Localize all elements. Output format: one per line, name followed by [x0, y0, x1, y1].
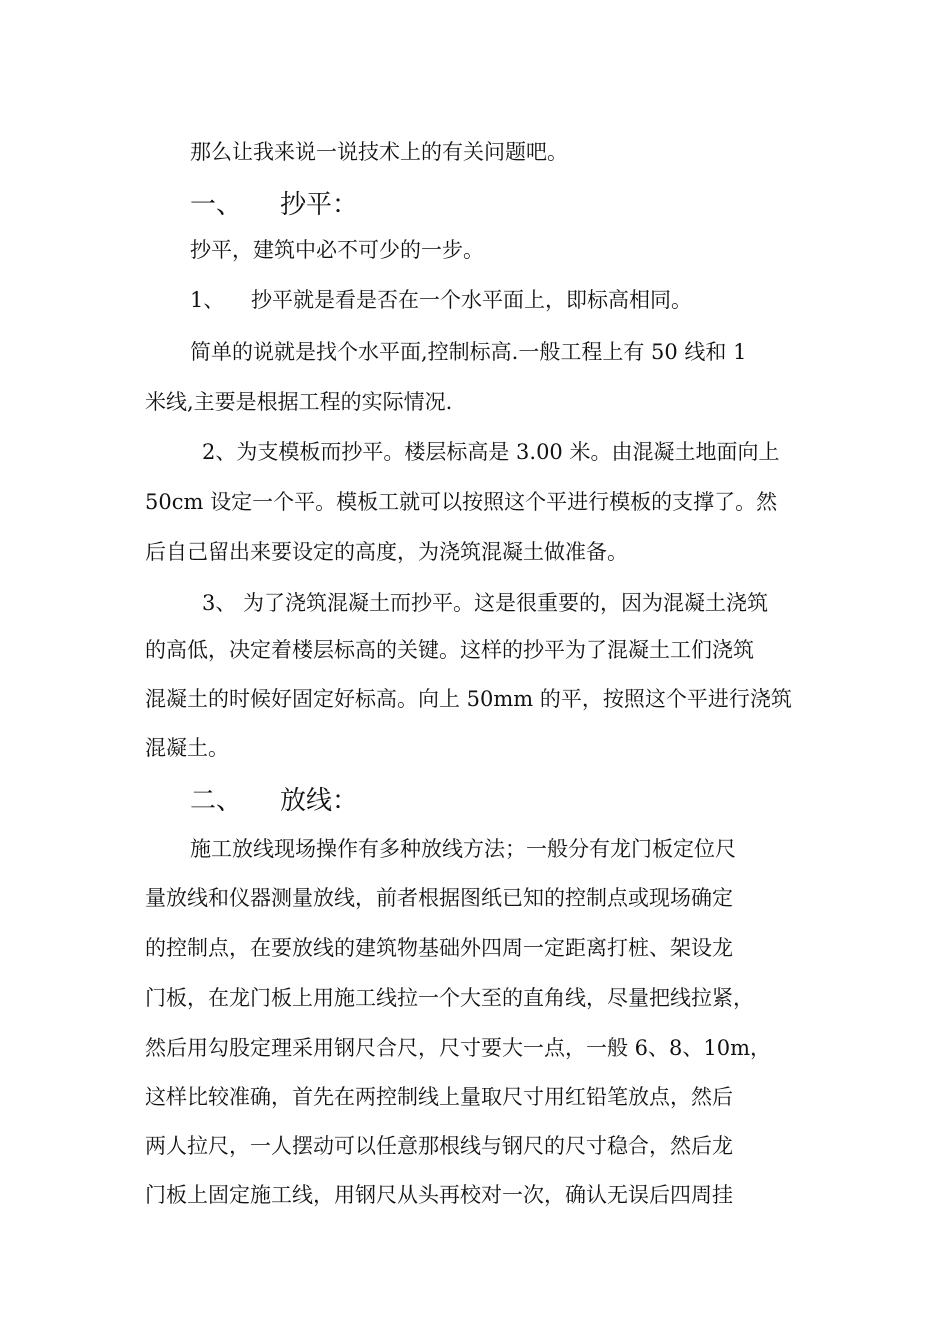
text-line: 3、 为了浇筑混凝土而抄平。这是很重要的，因为混凝土浇筑: [202, 591, 769, 615]
section-1-heading: [190, 192, 358, 218]
text-line: 后自己留出来要设定的高度，为浇筑混凝土做准备。: [145, 540, 628, 564]
text-line: 两人拉尺，一人摆动可以任意那根线与钢尺的尺寸稳合，然后龙: [145, 1134, 733, 1158]
section-2-title: 放线：: [280, 786, 359, 816]
text-line: 简单的说就是找个水平面,控制标高.一般工程上有 50 线和 1: [190, 340, 747, 364]
text-line: 抄平，建筑中必不可少的一步。: [190, 238, 484, 262]
section-2-number: 二、: [190, 786, 243, 816]
text-line: 的控制点，在要放线的建筑物基础外四周一定距离打桩、架设龙: [145, 936, 733, 960]
text-line: 施工放线现场操作有多种放线方法；一般分有龙门板定位尺: [190, 837, 736, 861]
text-line: 的高低，决定着楼层标高的关键。这样的抄平为了混凝土工们浇筑: [145, 638, 754, 662]
text-line: 混凝土。: [145, 736, 229, 760]
text-line: 这样比较准确，首先在两控制线上量取尺寸用红铅笔放点，然后: [145, 1085, 733, 1109]
text-line: 2、为支模板而抄平。楼层标高是 3.00 米。由混凝土地面向上: [202, 440, 780, 464]
section-2-heading: [190, 788, 358, 814]
text-line: 门板，在龙门板上用施工线拉一个大至的直角线，尽量把线拉紧，: [145, 986, 754, 1010]
text-line: 1、 抄平就是看是否在一个水平面上，即标高相同。: [190, 288, 693, 312]
text-line: 米线,主要是根据工程的实际情况.: [145, 390, 453, 414]
section-1-title: 抄平：: [280, 190, 359, 220]
text-line: 混凝土的时候好固定好标高。向上 50mm 的平，按照这个平进行浇筑: [145, 687, 792, 711]
text-line: 量放线和仪器测量放线，前者根据图纸已知的控制点或现场确定: [145, 886, 733, 910]
section-1-number: 一、: [190, 190, 243, 220]
text-line: 然后用勾股定理采用钢尺合尺，尺寸要大一点，一般 6、8、10m，: [145, 1036, 772, 1060]
text-line: 50cm 设定一个平。模板工就可以按照这个平进行模板的支撑了。然: [145, 490, 778, 514]
intro-paragraph: 那么让我来说一说技术上的有关问题吧。: [190, 140, 568, 164]
text-line: 门板上固定施工线，用钢尺从头再校对一次，确认无误后四周挂: [145, 1183, 733, 1207]
